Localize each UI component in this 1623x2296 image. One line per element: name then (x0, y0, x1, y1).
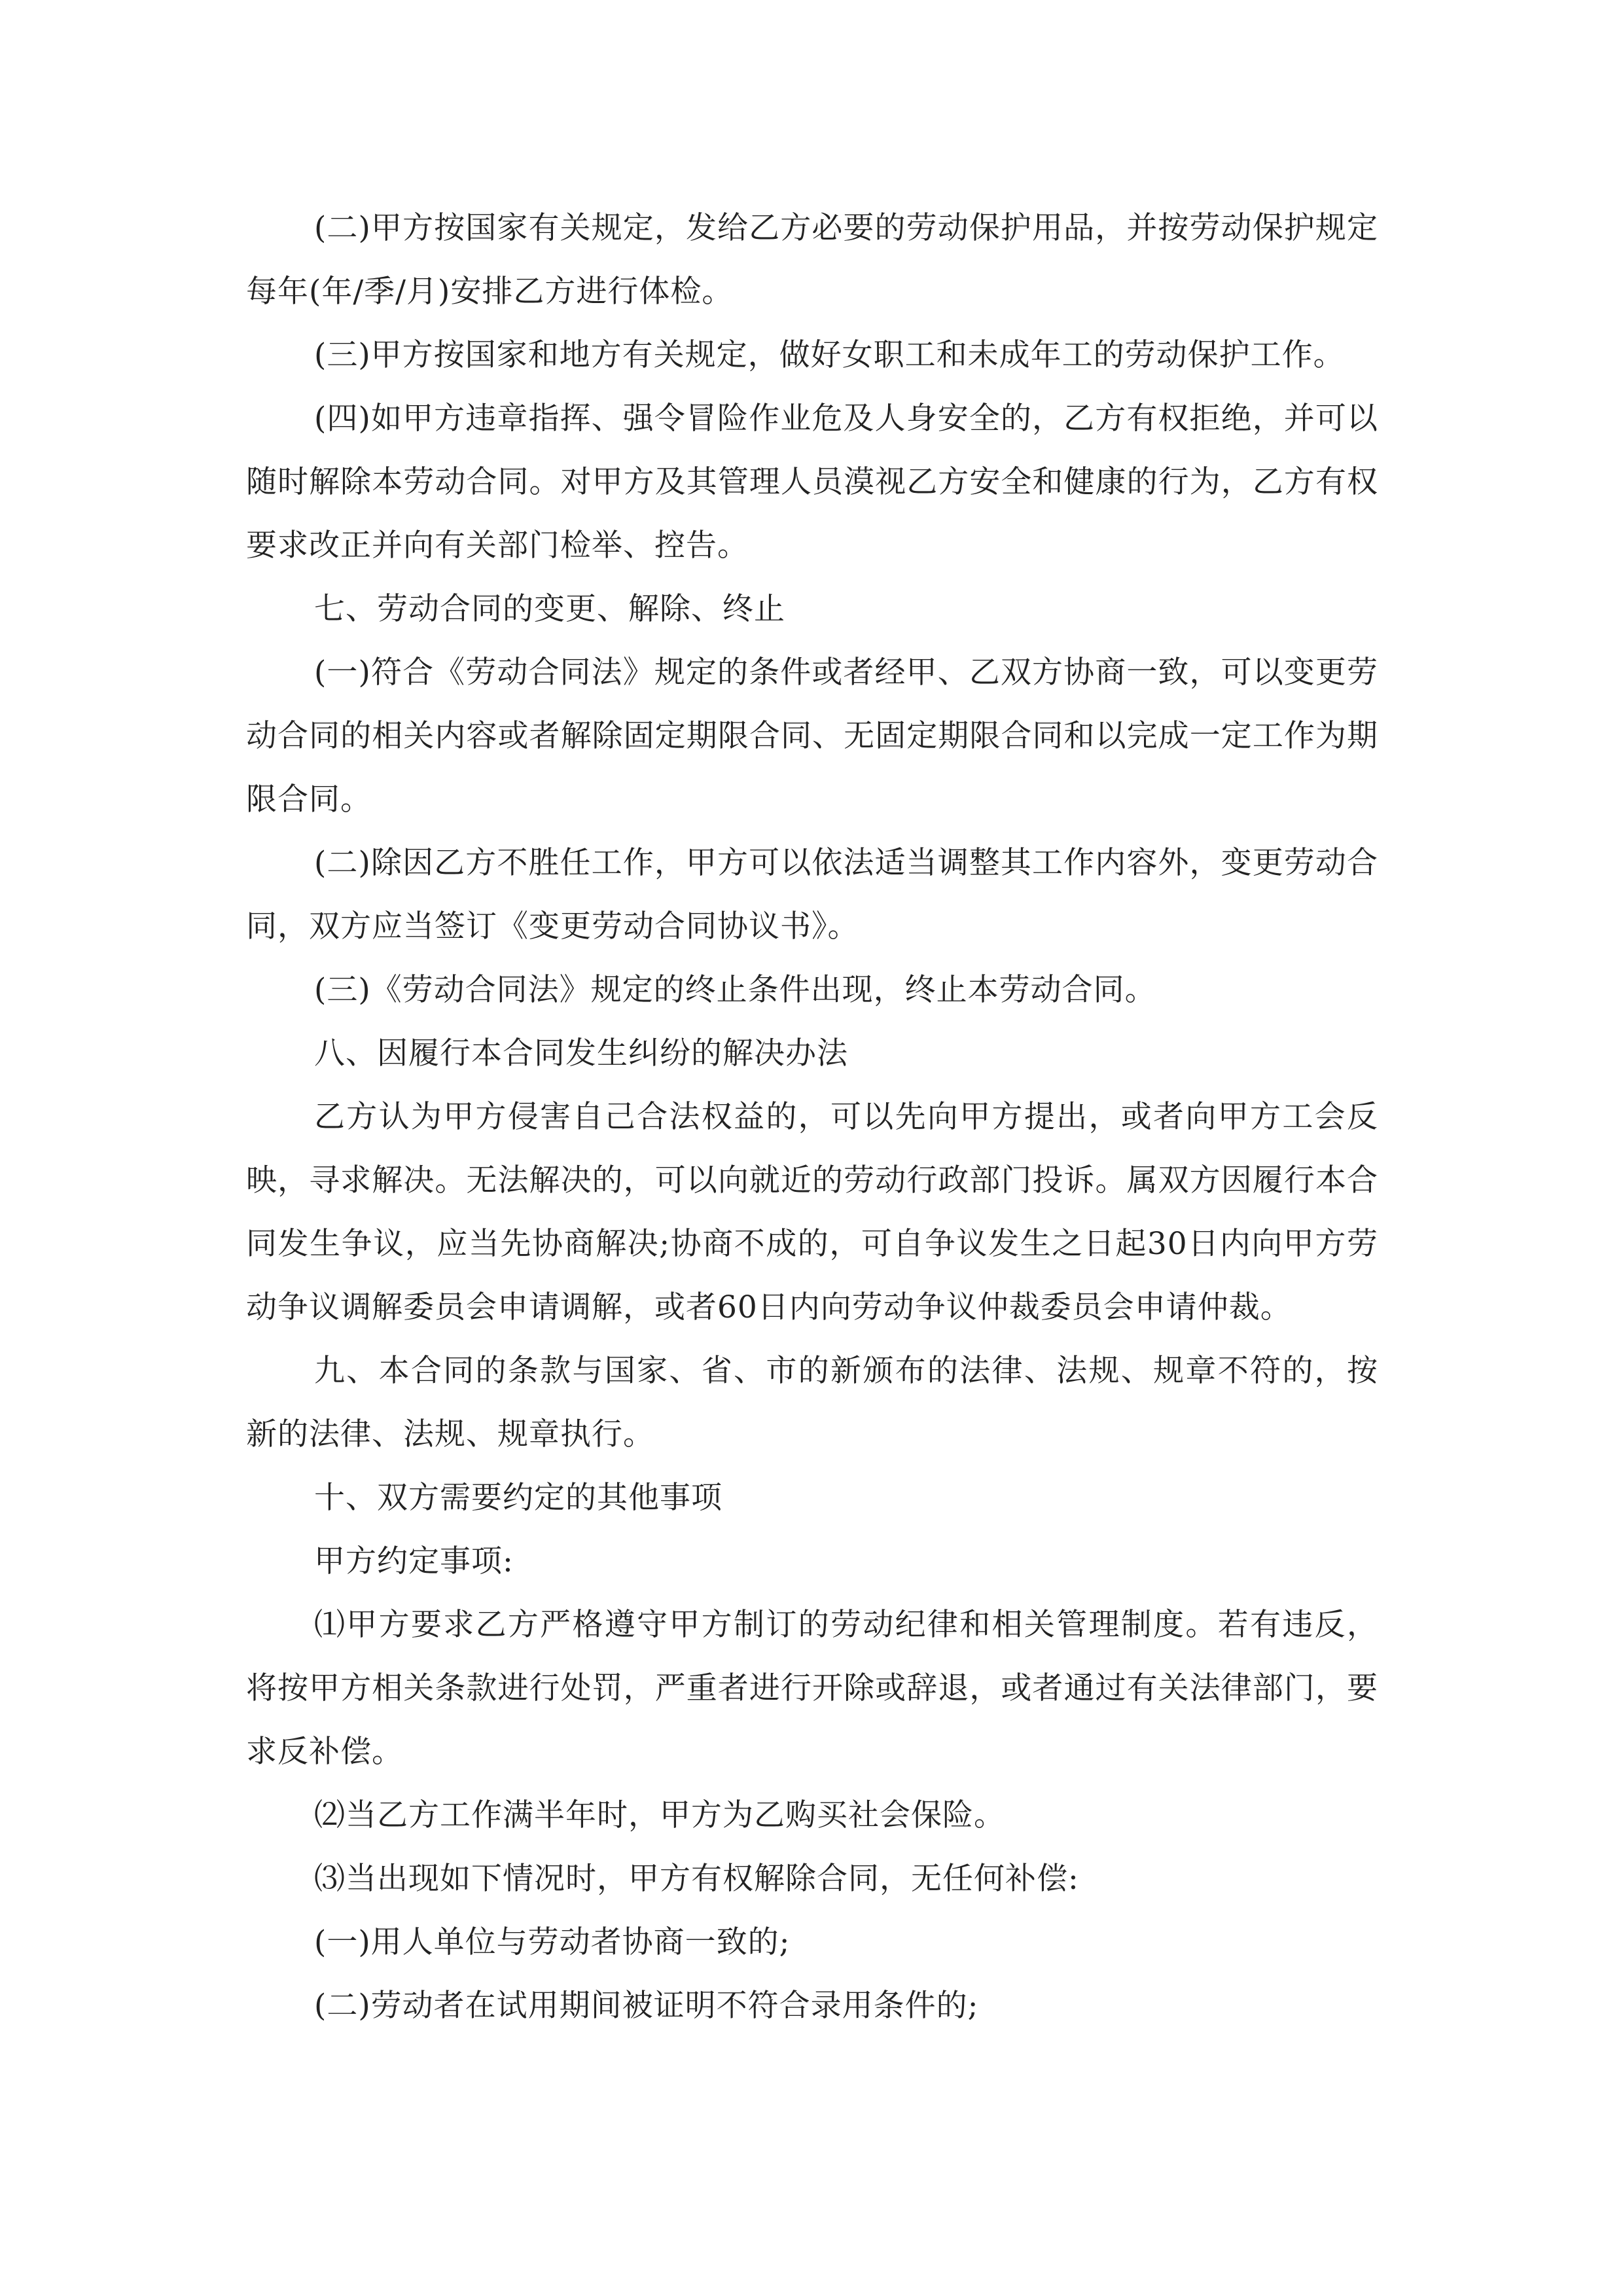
paragraph-termination: (三)《劳动合同法》规定的终止条件出现，终止本劳动合同。 (314, 972, 1156, 1008)
paragraph-adjust-work: (二)除因乙方不胜任工作，甲方可以依法适当调整其工作内容外，变更劳动合同，双方应当签订《变更劳动合同协议书》。 (246, 845, 1378, 944)
paragraph-right-to-refuse: (四)如甲方违章指挥、强令冒险作业危及人身安全的，乙方有权拒绝，并可以随时解除本劳动合同。对甲方及其管理人员漠视乙方安全和健康的行为，乙方有权要求改正并向有关部门检举、控告。 (246, 401, 1378, 564)
paragraph-term-3-item-2: (二)劳动者在试用期间被证明不符合录用条件的; (314, 1988, 979, 2024)
section-heading-9: 九、本合同的条款与国家、省、市的新颁布的法律、法规、规章不符的，按新的法律、法规、规章执行。 (246, 1353, 1378, 1452)
paragraph-term-1: ⑴甲方要求乙方严格遵守甲方制订的劳动纪律和相关管理制度。若有违反，将按甲方相关条款进行处罚，严重者进行开除或辞退，或者通过有关法律部门，要求反补偿。 (246, 1607, 1378, 1770)
paragraph-female-minor-protection: (三)甲方按国家和地方有关规定，做好女职工和未成年工的劳动保护工作。 (314, 337, 1345, 373)
subheading-party-a-terms: 甲方约定事项: (314, 1543, 514, 1579)
paragraph-contract-change: (一)符合《劳动合同法》规定的条件或者经甲、乙双方协商一致，可以变更劳动合同的相关内容或者解除固定期限合同、无固定期限合同和以完成一定工作为期限合同。 (246, 655, 1378, 817)
document-body (246, 196, 1378, 2037)
paragraph-term-2: ⑵当乙方工作满半年时，甲方为乙购买社会保险。 (314, 1797, 1005, 1833)
paragraph-term-3-item-1: (一)用人单位与劳动者协商一致的; (314, 1924, 791, 1960)
paragraph-dispute-resolution: 乙方认为甲方侵害自己合法权益的，可以先向甲方提出，或者向甲方工会反映，寻求解决。无法解决的，可以向就近的劳动行政部门投诉。属双方因履行本合同发生争议，应当先协商解决;协商不成的，可自争议发生之日起30日内向甲方劳动争议调解委员会申请调解，或者60日内向劳动争议仲裁委员会申请仲裁。 (246, 1099, 1378, 1325)
section-heading-8: 八、因履行本合同发生纠纷的解决办法 (314, 1035, 848, 1071)
paragraph-term-3: ⑶当出现如下情况时，甲方有权解除合同，无任何补偿: (314, 1861, 1079, 1897)
section-heading-7: 七、劳动合同的变更、解除、终止 (314, 591, 785, 627)
section-heading-10: 十、双方需要约定的其他事项 (314, 1480, 722, 1516)
paragraph-health-check: (二)甲方按国家有关规定，发给乙方必要的劳动保护用品，并按劳动保护规定每年(年/季/月)安排乙方进行体检。 (246, 210, 1378, 310)
